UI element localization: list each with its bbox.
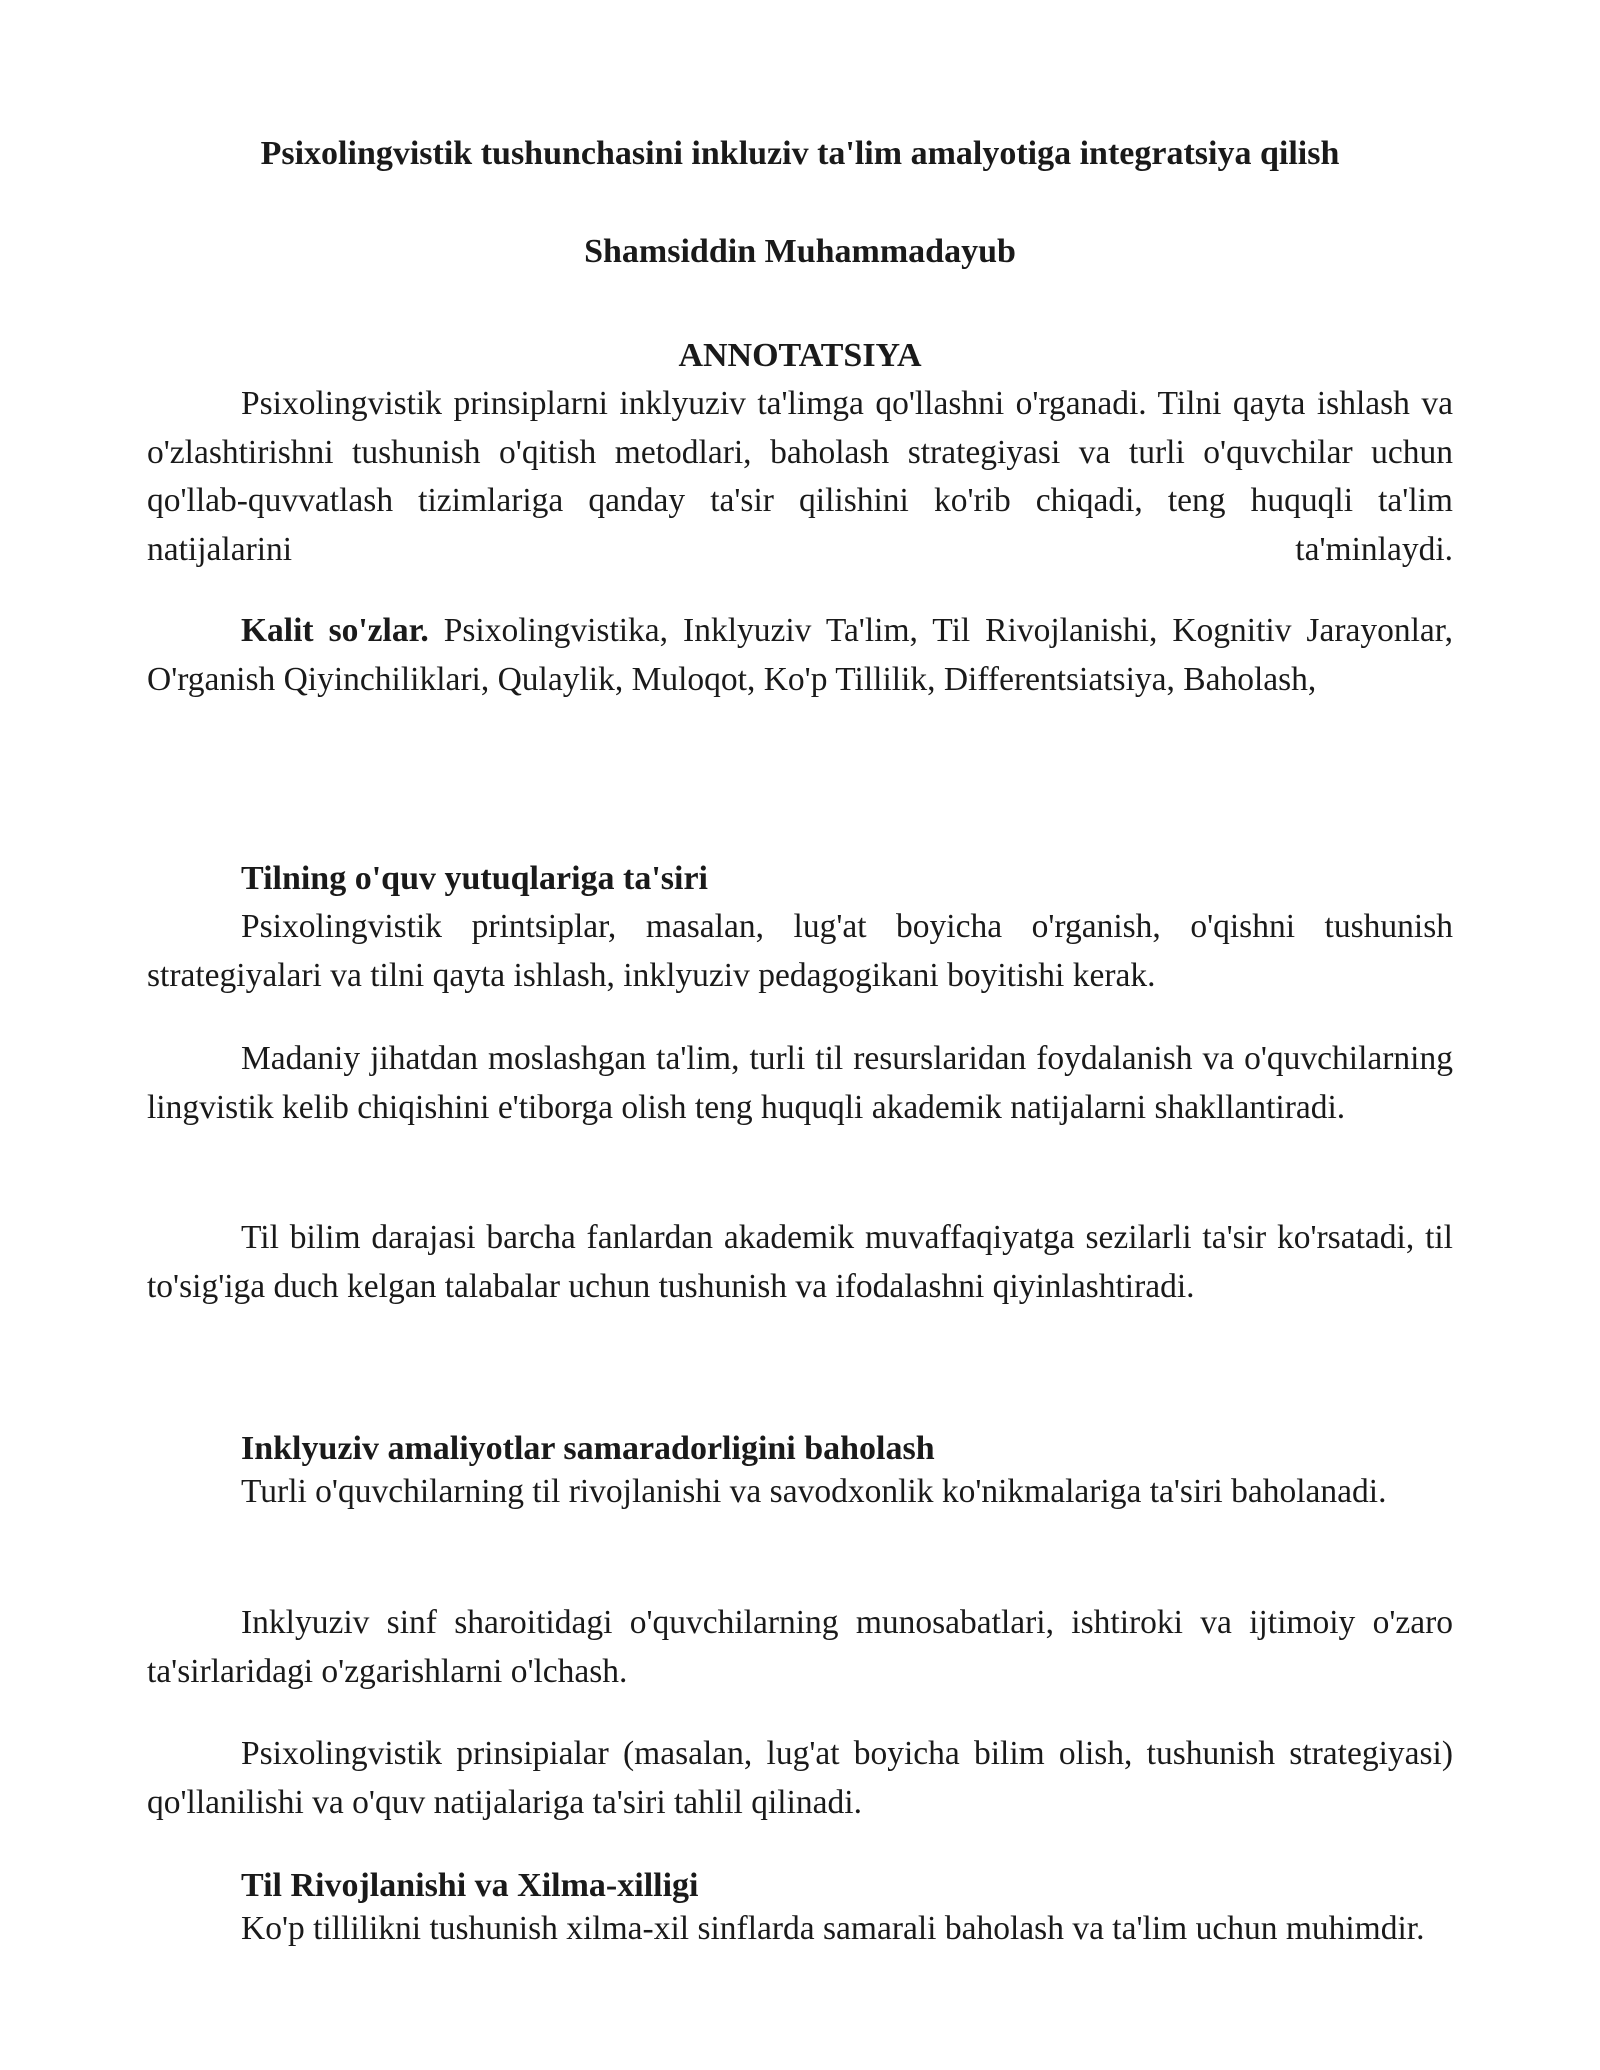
keywords-list: Psixolingvistika, Inklyuziv Ta'lim, Til Rivojlanishi, Kognitiv Jarayonlar, O'rganish Qiyinchiliklari, Qulaylik, Muloqot, Ko'p Tillilik, Differentsiatsiya, Baholash, — [147, 612, 1453, 698]
keywords-paragraph — [147, 607, 1453, 704]
document-title: Psixolingvistik tushunchasini inkluziv ta'lim amalyotiga integratsiya qilish — [260, 135, 1340, 172]
section-paragraph: Madaniy jihatdan moslashgan ta'lim, turli til resurslaridan foydalanish va o'quvchilarning lingvistik kelib chiqishini e'tiborga olish teng huquqli akademik natijalarni shakllantiradi. — [147, 1040, 1453, 1126]
keywords-label: Kalit so'zlar. — [241, 612, 429, 649]
section-heading: Inklyuziv amaliyotlar samaradorligini baholash — [241, 1430, 935, 1467]
author-name: Shamsiddin Muhammadayub — [584, 233, 1016, 270]
section-heading: Til Rivojlanishi va Xilma-xilligi — [241, 1867, 699, 1904]
annotation-paragraph: Psixolingvistik prinsiplarni inklyuziv ta'limga qo'llashni o'rganadi. Tilni qayta ishlash va o'zlashtirishni tushunish o'qitish metodlari, baholash strategiyasi va turli o'quvchilar uchun qo'llab-quvvatlash tizimlariga qanday ta'sir qilishini ko'rib chiqadi, teng huquqli ta'lim natijalarini ta'minlaydi. — [147, 385, 1453, 568]
section-paragraph: Psixolingvistik prinsipialar (masalan, lug'at boyicha bilim olish, tushunish strategiyasi) qo'llanilishi va o'quv natijalariga ta'siri tahlil qilinadi. — [147, 1735, 1453, 1821]
section-paragraph: Turli o'quvchilarning til rivojlanishi va savodxonlik ko'nikmalariga ta'siri baholanadi. — [241, 1473, 1387, 1510]
section-paragraph: Ko'p tillilikni tushunish xilma-xil sinflarda samarali baholash va ta'lim uchun muhimdir. — [241, 1910, 1425, 1947]
section-heading: Tilning o'quv yutuqlariga ta'siri — [241, 860, 709, 897]
section-paragraph: Inklyuziv sinf sharoitidagi o'quvchilarning munosabatlari, ishtiroki va ijtimoiy o'zaro ta'sirlaridagi o'zgarishlarni o'lchash. — [147, 1604, 1453, 1690]
annotation-heading: ANNOTATSIYA — [678, 337, 922, 374]
section-paragraph: Psixolingvistik printsiplar, masalan, lug'at boyicha o'rganish, o'qishni tushunish strategiyalari va tilni qayta ishlash, inklyuziv pedagogikani boyitishi kerak. — [147, 908, 1453, 994]
document-page — [147, 0, 1453, 2070]
section-paragraph: Til bilim darajasi barcha fanlardan akademik muvaffaqiyatga sezilarli ta'sir ko'rsatadi, til to'sig'iga duch kelgan talabalar uchun tushunish va ifodalashni qiyinlashtiradi. — [147, 1219, 1453, 1305]
